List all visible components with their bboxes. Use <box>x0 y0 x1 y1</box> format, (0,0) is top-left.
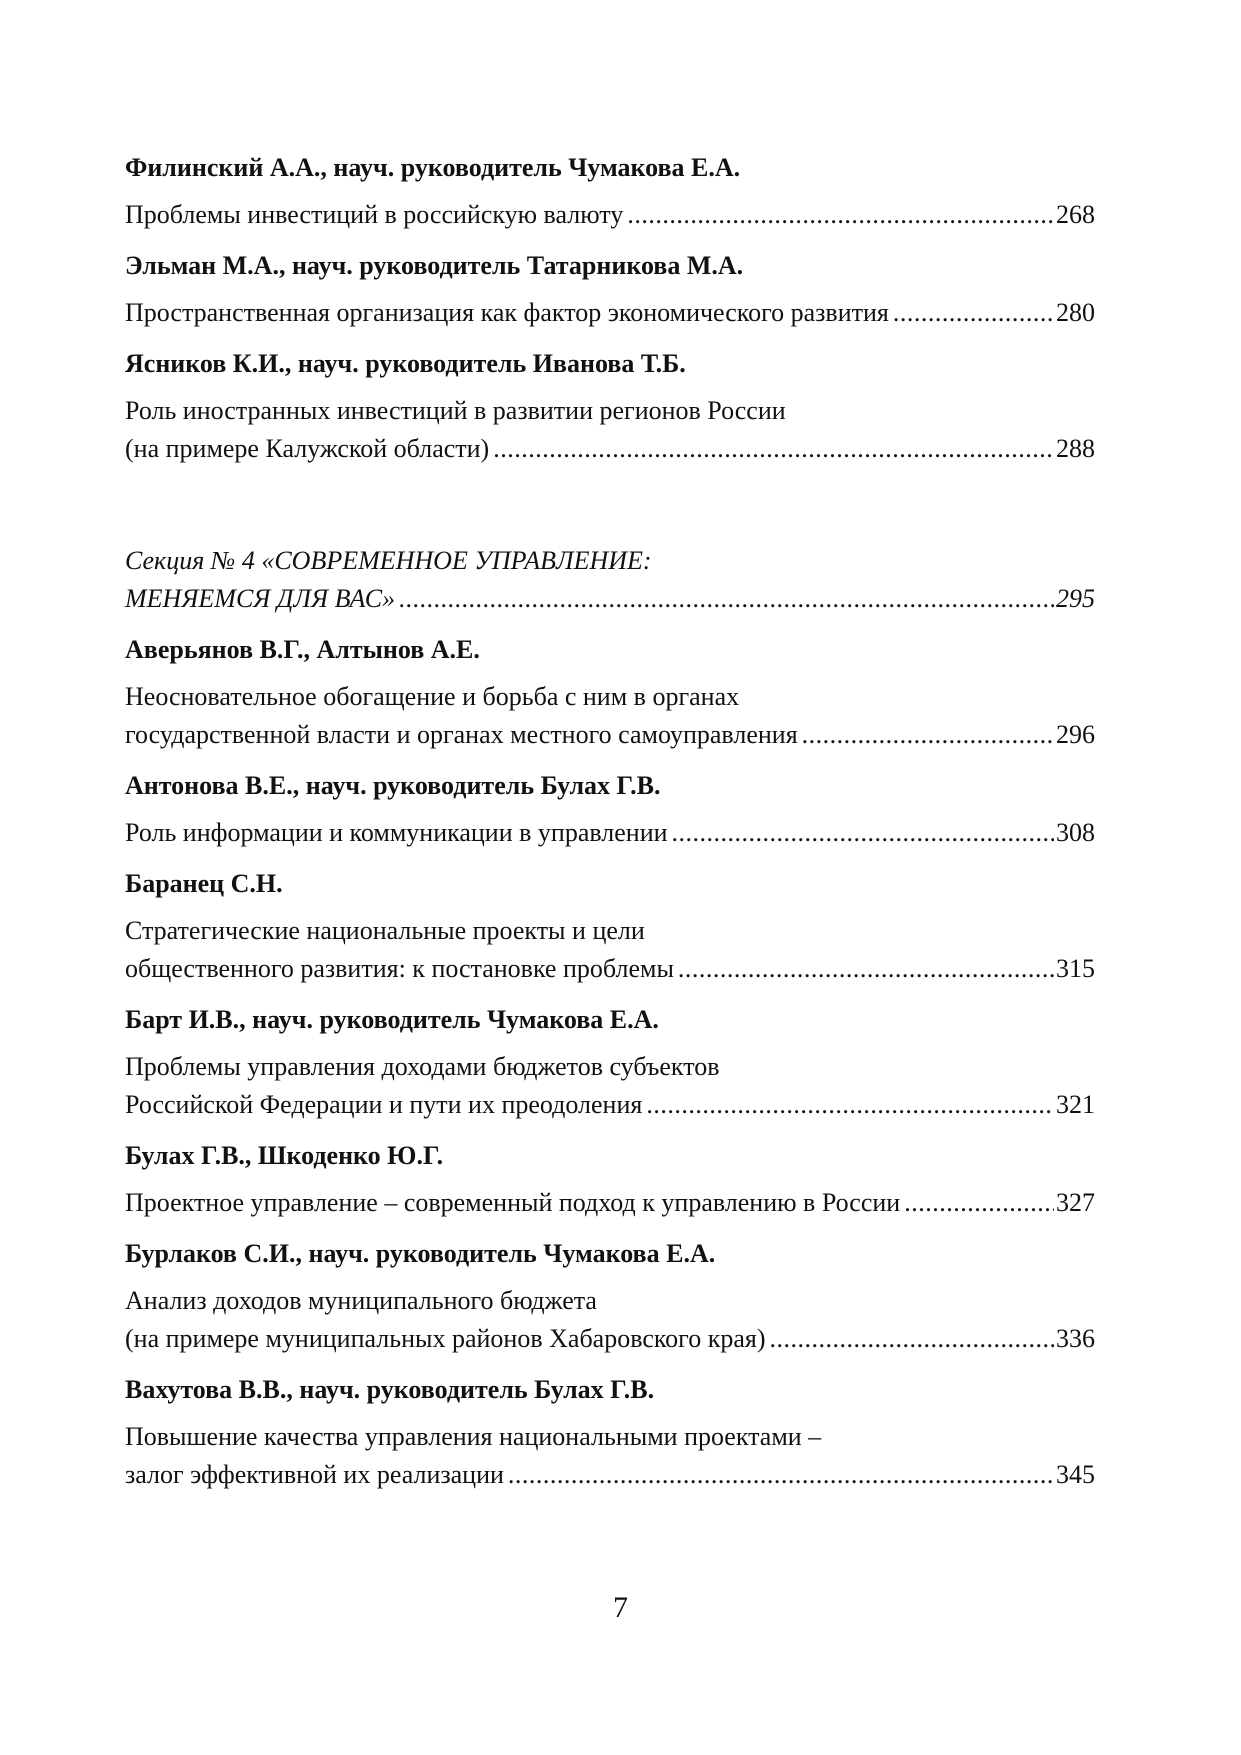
entry-title-last-line <box>125 716 1095 754</box>
toc-entry <box>125 866 1095 988</box>
entry-page-number: 296 <box>1056 720 1095 749</box>
entry-title-text: (на примере муниципальных районов Хабаровского края) <box>125 1324 766 1353</box>
entry-page-number: 345 <box>1056 1460 1095 1489</box>
entry-title-line: Проблемы управления доходами бюджетов субъектов <box>125 1052 720 1081</box>
entry-title-text: Роль информации и коммуникации в управлении <box>125 818 668 847</box>
section-title-line-2 <box>125 580 1095 618</box>
entry-title-text: Проблемы инвестиций в российскую валюту <box>125 200 624 229</box>
dot-leader <box>802 716 1054 754</box>
section-page-number: 295 <box>1056 584 1095 613</box>
entry-title-last-line <box>125 294 1095 332</box>
entry-author: Барт И.В., науч. руководитель Чумакова Е.А. <box>125 1005 659 1034</box>
entry-title-last-line <box>125 1086 1095 1124</box>
entry-page-number: 315 <box>1056 954 1095 983</box>
entry-author: Бурлаков С.И., науч. руководитель Чумакова Е.А. <box>125 1239 716 1268</box>
entry-title-text: общественного развития: к постановке проблемы <box>125 954 674 983</box>
entry-author: Вахутова В.В., науч. руководитель Булах Г.В. <box>125 1375 655 1404</box>
toc-entry <box>125 768 1095 852</box>
entry-page-number: 308 <box>1056 818 1095 847</box>
entry-title-line: Анализ доходов муниципального бюджета <box>125 1286 597 1315</box>
entry-title-text: залог эффективной их реализации <box>125 1460 504 1489</box>
entry-title-last-line <box>125 950 1095 988</box>
entry-page-number: 280 <box>1056 298 1095 327</box>
entry-title-text: Российской Федерации и пути их преодоления <box>125 1090 643 1119</box>
entry-author: Булах Г.В., Шкоденко Ю.Г. <box>125 1141 444 1170</box>
toc-entry <box>125 150 1095 234</box>
toc-entry <box>125 632 1095 754</box>
dot-leader <box>646 1086 1054 1124</box>
dot-leader <box>672 814 1054 852</box>
entry-title-text: Пространственная организация как фактор экономического развития <box>125 298 889 327</box>
entry-title-text: Проектное управление – современный подход к управлению в России <box>125 1188 901 1217</box>
toc-entry <box>125 346 1095 468</box>
dot-leader <box>508 1456 1054 1494</box>
entry-title-text: (на примере Калужской области) <box>125 434 490 463</box>
entry-page-number: 321 <box>1056 1090 1095 1119</box>
toc-entry <box>125 1002 1095 1124</box>
dot-leader <box>627 196 1054 234</box>
table-of-contents <box>125 150 1095 1508</box>
section-title-text: МЕНЯЕМСЯ ДЛЯ ВАС» <box>125 584 396 613</box>
section-title-line-1: Секция № 4 «СОВРЕМЕННОЕ УПРАВЛЕНИЕ: <box>125 546 652 575</box>
entry-title-last-line <box>125 814 1095 852</box>
entry-author: Ясников К.И., науч. руководитель Иванова Т.Б. <box>125 349 686 378</box>
dot-leader <box>893 294 1054 332</box>
entry-title-line: Стратегические национальные проекты и цели <box>125 916 645 945</box>
toc-entry <box>125 1138 1095 1222</box>
entry-title-text: государственной власти и органах местного самоуправления <box>125 720 798 749</box>
dot-leader <box>904 1184 1054 1222</box>
entry-title-last-line <box>125 430 1095 468</box>
entry-author: Аверьянов В.Г., Алтынов А.Е. <box>125 635 480 664</box>
page-number: 7 <box>613 1591 628 1624</box>
dot-leader <box>399 580 1054 618</box>
entry-author: Филинский А.А., науч. руководитель Чумакова Е.А. <box>125 153 741 182</box>
entry-title-last-line <box>125 1320 1095 1358</box>
toc-entries-bottom <box>125 632 1095 1494</box>
entry-title-line: Роль иностранных инвестиций в развитии регионов России <box>125 396 786 425</box>
toc-entries-top <box>125 150 1095 468</box>
entry-author: Антонова В.Е., науч. руководитель Булах Г.В. <box>125 771 661 800</box>
entry-page-number: 336 <box>1056 1324 1095 1353</box>
dot-leader <box>493 430 1054 468</box>
section-heading <box>125 542 1095 618</box>
entry-author: Эльман М.А., науч. руководитель Татарникова М.А. <box>125 251 744 280</box>
entry-author: Баранец С.Н. <box>125 869 283 898</box>
entry-title-last-line <box>125 1456 1095 1494</box>
entry-title-line: Повышение качества управления национальными проектами – <box>125 1422 822 1451</box>
entry-page-number: 288 <box>1056 434 1095 463</box>
toc-entry <box>125 1236 1095 1358</box>
entry-title-line: Неосновательное обогащение и борьба с ним в органах <box>125 682 740 711</box>
toc-entry <box>125 1372 1095 1494</box>
dot-leader <box>678 950 1054 988</box>
entry-page-number: 327 <box>1056 1188 1095 1217</box>
entry-title-last-line <box>125 196 1095 234</box>
entry-page-number: 268 <box>1056 200 1095 229</box>
toc-entry <box>125 248 1095 332</box>
dot-leader <box>770 1320 1055 1358</box>
entry-title-last-line <box>125 1184 1095 1222</box>
